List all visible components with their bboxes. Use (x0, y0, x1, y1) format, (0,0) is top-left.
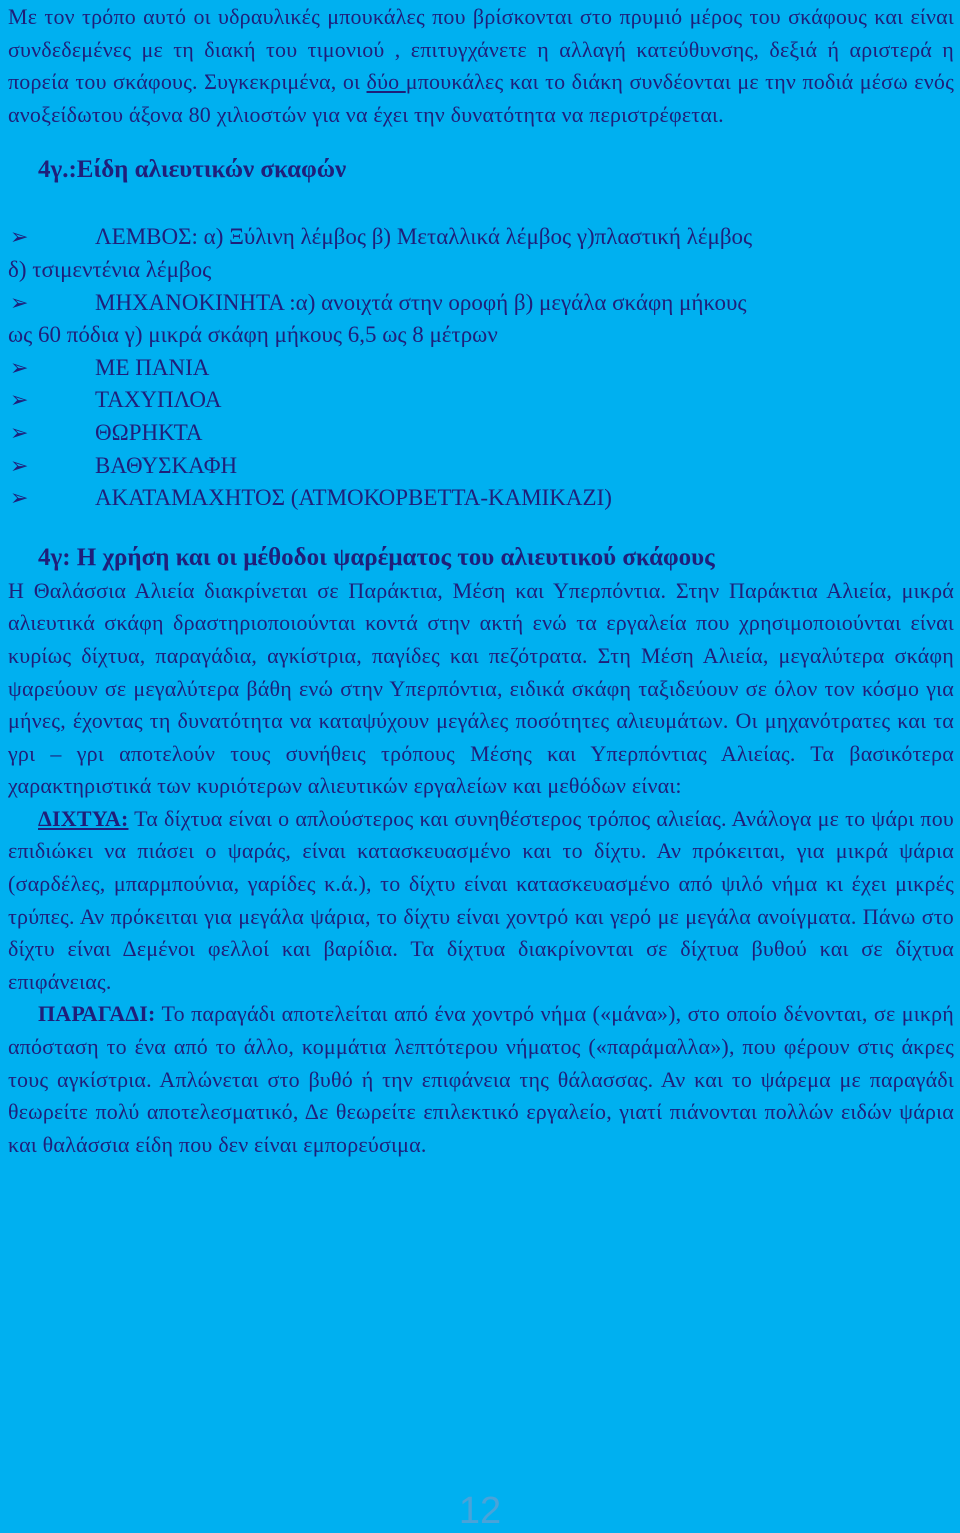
nets-paragraph (8, 803, 954, 999)
nets-term: ΔΙΧΤΥΑ: (38, 805, 129, 831)
intro-text-underlined: δύο (366, 69, 406, 95)
nets-text: Τα δίχτυα είναι ο απλούστερος και συνηθέστερος τρόπος αλιείας. Ανάλογα με το ψάρι που επιδιώκει να πιάσει ο ψαράς, είναι κατασκευασμένο και το δίχτυ. Αν πρόκειται, για μικρά ψάρια (σαρδέλες, μπαρμπούνια, γαρίδες κ.ά.), το δίχτυ είναι κατασκευασμένο από ψιλό νήμα κι έχει μικρές τρύπες. Αν πρόκειται για μεγάλα ψάρια, το δίχτυ είναι χοντρό και γερό με μεγάλα ανοίγματα. Πάνω στο δίχτυ είναι Δεμένοι φελλοί και βαρίδια. Τα δίχτυα διακρίνονται σε δίχτυα βυθού και σε δίχτυα επιφάνειας. (8, 805, 954, 994)
intro-text-b: μπουκάλες και το διάκη συνδέονται με την ποδιά μέσω ενός ανοξείδωτου άξονα 80 χιλιοστών για να έχει την δυνατότητα να περιστρέφεται. (8, 69, 954, 127)
list-item-continuation: δ) τσιμεντένια λέμβος (8, 256, 212, 282)
section-title-fishing-methods: 4γ: Η χρήση και οι μέθοδοι ψαρέματος του αλιευτικού σκάφους (38, 543, 715, 571)
arrow-bullet-icon: ➢ (10, 452, 29, 478)
arrow-bullet-icon: ➢ (10, 419, 29, 445)
longline-paragraph (8, 998, 954, 1161)
section-title-vessel-types: 4γ.:Είδη αλιευτικών σκαφών (38, 156, 347, 184)
arrow-bullet-icon: ➢ (10, 387, 29, 413)
list-item (8, 450, 954, 483)
list-item-text: ΜΕ ΠΑΝΙΑ (95, 354, 210, 380)
list-item (8, 221, 954, 286)
list-item (8, 482, 954, 515)
list-item-text: ΘΩΡΗΚΤΑ (95, 419, 203, 445)
fishing-types-paragraph: Η Θαλάσσια Αλιεία διακρίνεται σε Παράκτια, Μέση και Υπερπόντια. Στην Παράκτια Αλιεία, μικρά αλιευτικά σκάφη δραστηριοποιούνται κοντά στην ακτή ενώ τα εργαλεία που χρησιμοποιούνται είναι κυρίως δίχτυα, παραγάδια, αγκίστρια, παγίδες και πεζότρατα. Στη Μέση Αλιεία, μεγαλύτερα σκάφη ψαρεύουν σε μεγαλύτερα βάθη ενώ στην Υπερπόντια, ειδικά σκάφη ταξιδεύουν σε όλον τον κόσμο για μήνες, έχοντας τη δυνατότητα να καταψύχουν μεγάλες ποσότητες αλιευμάτων. Οι μηχανότρατες και τα γρι – γρι αποτελούν τους συνήθεις τρόπους Μέσης και Υπερπόντιας Αλιείας. Τα βασικότερα χαρακτηριστικά των κυριότερων αλιευτικών εργαλείων και μεθόδων είναι: (8, 577, 954, 799)
page-number: 12 (458, 1490, 502, 1532)
list-item (8, 417, 954, 450)
list-item (8, 384, 954, 417)
arrow-bullet-icon: ➢ (10, 289, 29, 315)
page-content (8, 0, 954, 1161)
vessel-types-list (8, 221, 954, 514)
list-item-text: ΤΑΧΥΠΛΟΑ (95, 387, 222, 413)
arrow-bullet-icon: ➢ (10, 485, 29, 511)
intro-text-a: Με τον τρόπο αυτό οι υδραυλικές μπουκάλες που βρίσκονται στο πρυμιό μέρος του σκάφους και είναι συνδεδεμένες με τη διακή του τιμονιού , επιτυγχάνετε η αλλαγή κατεύθυνσης, δεξιά ή αριστερά η πορεία του σκάφους. Συγκεκριμένα, οι (8, 4, 954, 95)
list-item-text: ΛΕΜΒΟΣ: α) Ξύλινη λέμβος β) Μεταλλικά λέμβος γ)πλαστική λέμβος (95, 224, 753, 250)
list-item-text: ΜΗΧΑΝΟΚΙΝΗΤΑ :α) ανοιχτά στην οροφή β) μεγάλα σκάφη μήκους (95, 289, 747, 315)
arrow-bullet-icon: ➢ (10, 224, 29, 250)
arrow-bullet-icon: ➢ (10, 354, 29, 380)
list-item (8, 352, 954, 385)
list-item-text: ΑΚΑΤΑΜΑΧΗΤΟΣ (ΑΤΜΟΚΟΡΒΕΤΤΑ-ΚΑΜΙΚΑΖΙ) (95, 485, 612, 511)
longline-term: ΠΑΡΑΓΑΔΙ: (38, 1001, 156, 1027)
list-item (8, 287, 954, 352)
list-item-text: ΒΑΘΥΣΚΑΦΗ (95, 452, 238, 478)
intro-paragraph (8, 0, 954, 131)
list-item-continuation: ως 60 πόδια γ) μικρά σκάφη μήκους 6,5 ως 8 μέτρων (8, 322, 498, 348)
longline-text: Το παραγάδι αποτελείται από ένα χοντρό νήμα («μάνα»), στο οποίο δένονται, σε μικρή απόσταση το ένα από το άλλο, κομμάτια λεπτότερου νήματος («παράμαλλα»), που φέρουν στις άκρες τους αγκίστρια. Απλώνεται στο βυθό ή την επιφάνεια της θάλασσας. Αν και το ψάρεμα με παραγάδι θεωρείτε πολύ αποτελεσματικό, Δε θεωρείτε επιλεκτικό εργαλείο, γιατί πιάνονται πολλών ειδών ψάρια και θαλάσσια είδη που δεν είναι εμπορεύσιμα. (8, 1001, 954, 1157)
